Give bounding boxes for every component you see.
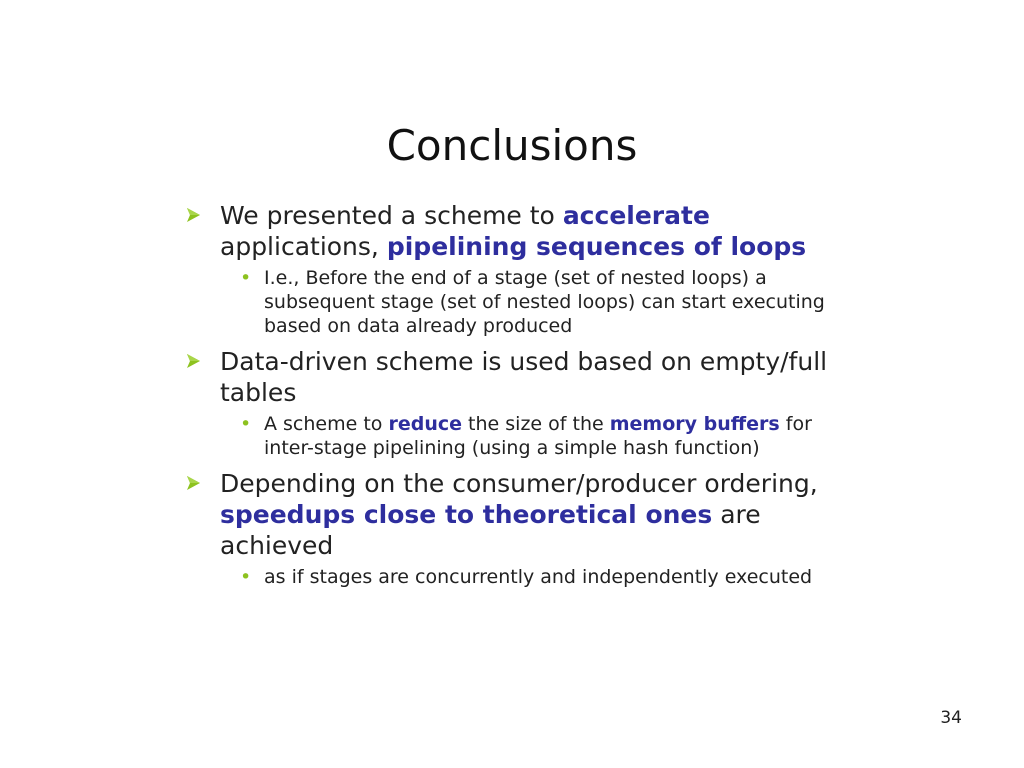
bullet-item — [180, 468, 860, 561]
slide-title: Conclusions — [386, 121, 638, 170]
bullet-item — [180, 346, 860, 408]
page-number: 34 — [940, 708, 962, 728]
bullet-item — [180, 200, 860, 262]
sub-bullet-item — [180, 565, 860, 589]
sub-bullet-text: as if stages are concurrently and independently executed — [264, 566, 813, 588]
bullet-text: applications, — [220, 232, 387, 261]
emphasis-text: pipelining sequences of loops — [386, 232, 807, 261]
sub-bullet-text: A scheme to — [264, 413, 389, 435]
bullet-text: Data-driven scheme is used based on empty/full tables — [220, 347, 828, 407]
bullet-text: Depending on the consumer/producer ordering, — [220, 469, 818, 498]
green-arrow-bullet-icon — [184, 352, 202, 370]
green-arrow-bullet-icon — [184, 206, 202, 224]
emphasis-text: speedups close to theoretical ones — [220, 500, 713, 529]
sub-bullet-text: for inter-stage pipelining (using a simple hash function) — [264, 413, 812, 459]
green-arrow-bullet-icon — [184, 474, 202, 492]
green-dot-bullet-icon: • — [240, 267, 252, 289]
emphasis-text: accelerate — [562, 201, 710, 230]
bullet-text: are achieved — [220, 500, 761, 560]
sub-bullet-text: I.e., Before the end of a stage (set of nested loops) a subsequent stage (set of nested loops) can start executing based on data already produced — [264, 267, 825, 337]
sub-bullet-item — [180, 266, 860, 338]
emphasis-text: memory buffers — [609, 413, 780, 435]
sub-bullet-item — [180, 412, 860, 460]
sub-bullet-text: the size of the — [462, 413, 610, 435]
green-dot-bullet-icon: • — [240, 413, 252, 435]
bullet-list — [180, 200, 860, 593]
emphasis-text: reduce — [388, 413, 463, 435]
bullet-text: We presented a scheme to — [220, 201, 563, 230]
green-dot-bullet-icon: • — [240, 566, 252, 588]
